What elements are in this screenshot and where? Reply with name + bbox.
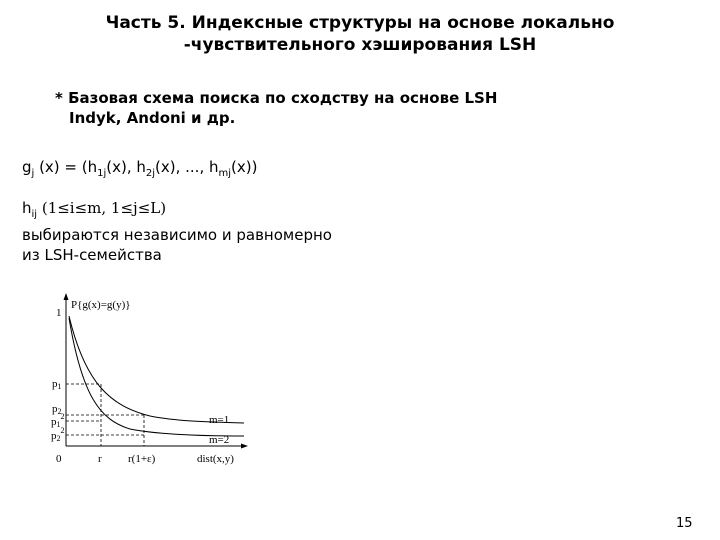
hij-h: h [22, 199, 32, 217]
formula-part-1: (x) = (h [34, 158, 98, 176]
label-p2: p2 [52, 403, 62, 416]
slide-title-line-2: -чувствительного хэширования LSH [183, 35, 537, 55]
formula-part-4: (x)) [231, 158, 258, 176]
hij-subscript: ij [31, 209, 38, 220]
hij-description [22, 198, 332, 265]
y-axis-arrow [64, 293, 69, 300]
slide-title-line-1: Часть 5. Индексные структуры на основе локально [105, 13, 615, 33]
lsh-probability-graph [40, 288, 250, 478]
formula-sub-2: 2j [145, 168, 156, 179]
label-p1-squared: $p1^2$ [51, 412, 65, 429]
x-label-r: r [98, 453, 102, 465]
subtitle-line-2: Indyk, Andoni и др. [69, 109, 236, 127]
y-label-one: 1 [56, 307, 62, 319]
formula-g-subscript: j [31, 168, 35, 179]
formula-g: g [22, 158, 32, 176]
label-p2-squared: $p2^2$ [51, 426, 65, 443]
formula-sub-3: mj [218, 168, 232, 179]
subtitle [55, 88, 497, 128]
hij-line-2: выбираются независимо и равномерно [22, 226, 332, 244]
hij-range: (1≤i≤m, 1≤j≤L) [37, 199, 167, 217]
x-label-r-eps: r(1+ε) [128, 453, 156, 465]
page-number: 15 [676, 516, 693, 531]
y-label-zero: 0 [56, 453, 62, 465]
hij-line-1 [22, 198, 332, 225]
g-function-formula [22, 158, 257, 179]
formula-part-3: (x), ..., h [155, 158, 219, 176]
subtitle-line-1: * Базовая схема поиска по сходству на основе LSH [55, 89, 498, 107]
y-axis-title: P{g(x)=g(y)} [71, 299, 131, 311]
label-p1: p1 [52, 378, 62, 391]
formula-part-2: (x), h [106, 158, 146, 176]
hij-line-3: из LSH-семейства [22, 246, 162, 264]
curve-label-m2: m=2 [209, 434, 230, 446]
formula-sub-1: 1j [97, 168, 107, 179]
x-axis-title: dist(x,y) [197, 453, 234, 465]
x-axis-arrow [241, 444, 248, 449]
curve-label-m1: m=1 [209, 414, 230, 426]
slide-title [0, 12, 720, 56]
curve-m1 [69, 316, 244, 423]
